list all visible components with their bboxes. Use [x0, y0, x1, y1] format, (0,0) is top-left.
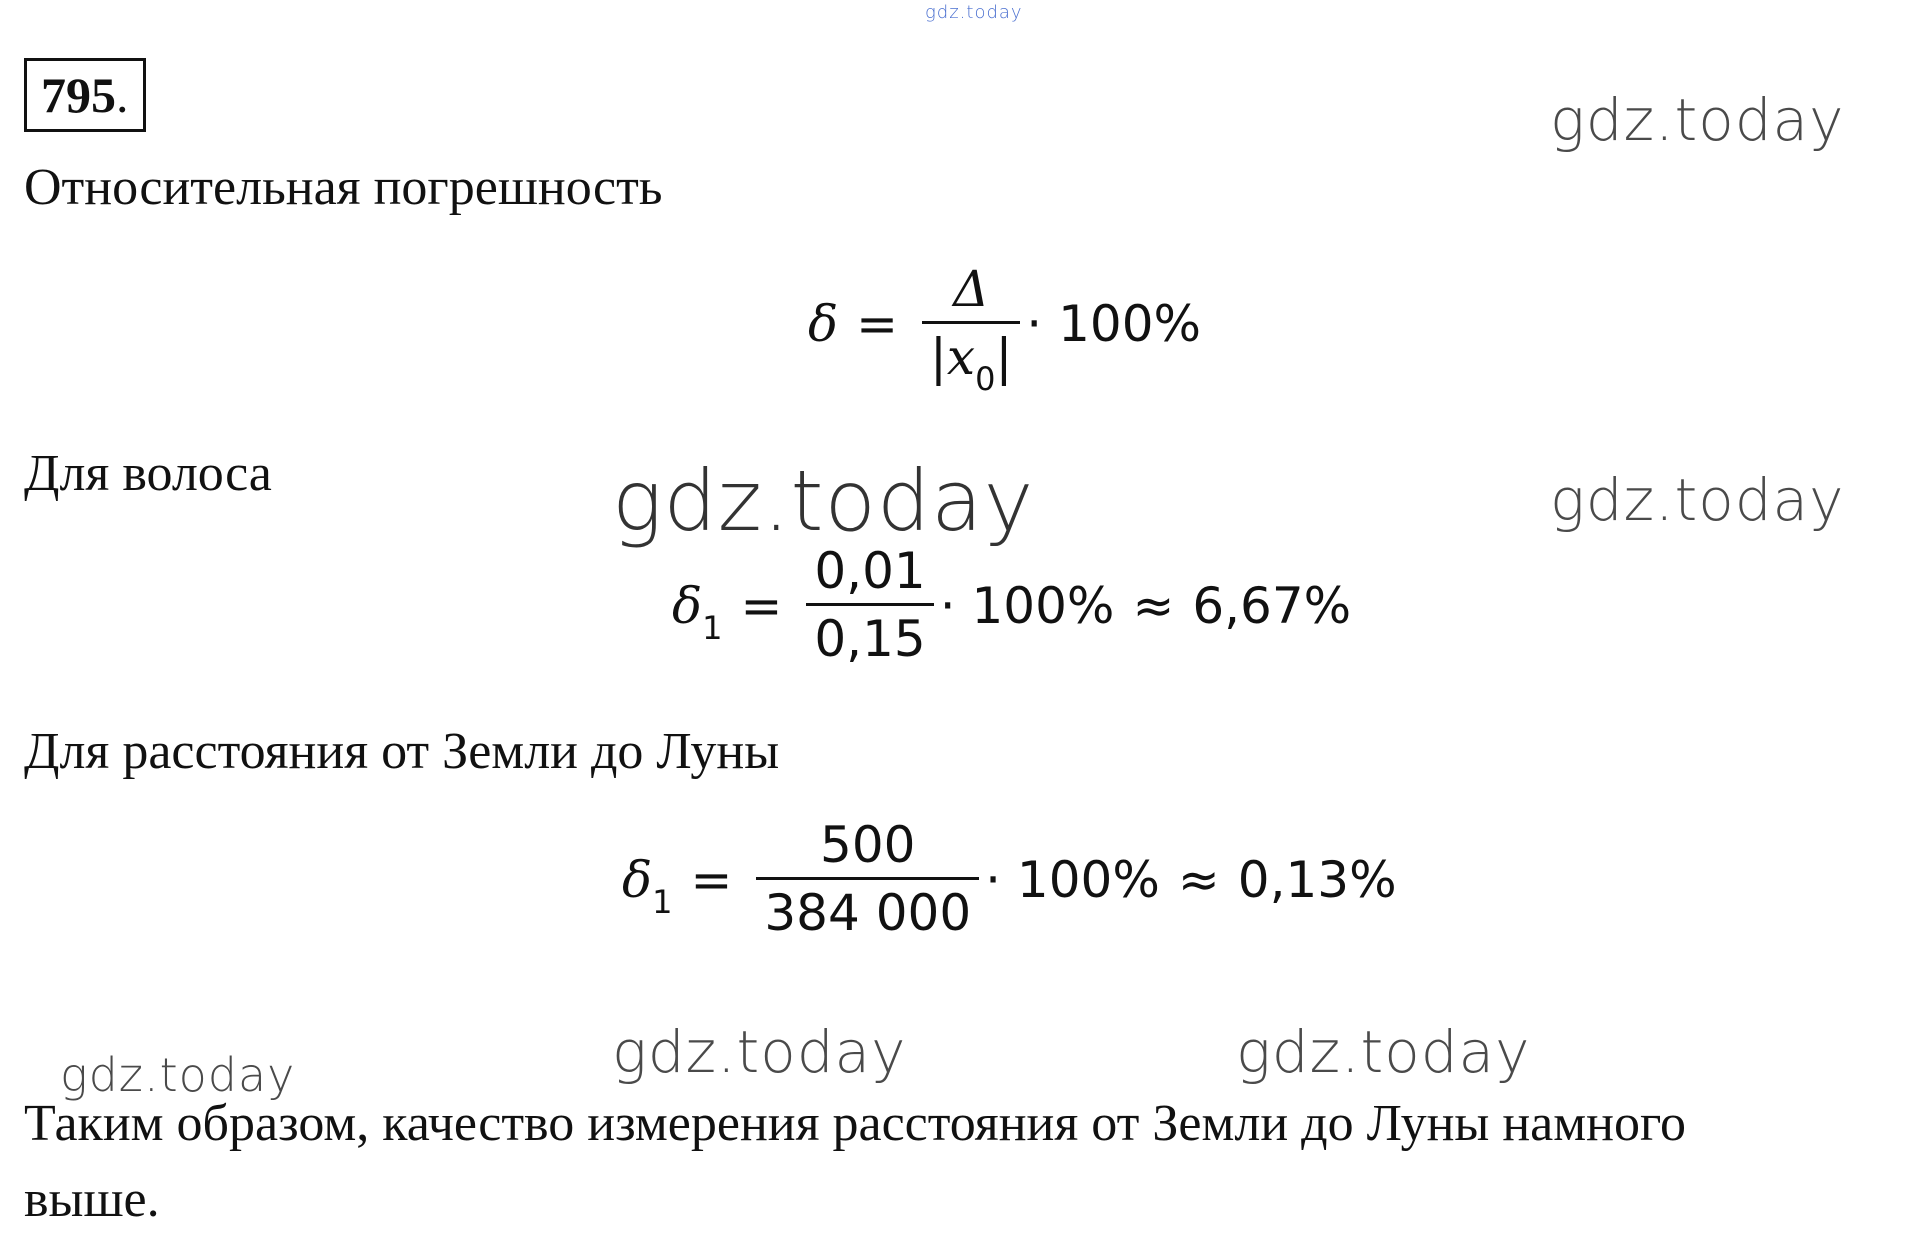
numerator-hair: 0,01 — [814, 542, 926, 600]
delta-symbol: δ — [808, 294, 839, 353]
formula-moon — [622, 818, 1397, 941]
formula-hair — [672, 544, 1351, 667]
problem-number-box — [24, 58, 146, 132]
watermark-bottom-center: gdz.today — [612, 1018, 907, 1086]
problem-number: 795 — [41, 67, 116, 123]
delta-symbol: δ — [672, 576, 703, 635]
fraction-general — [922, 260, 1020, 398]
denominator-abs-x0 — [922, 321, 1020, 398]
problem-number-dot: . — [116, 67, 129, 123]
abs-bar-right: | — [995, 328, 1013, 386]
intro-text: Относительная погрешность — [24, 159, 663, 216]
times-100-percent: · 100% — [939, 576, 1115, 635]
times-100-percent: · 100% — [985, 850, 1160, 909]
delta-symbol: δ — [622, 850, 653, 909]
delta-1-symbol — [672, 576, 723, 647]
approx-sign: ≈ — [1177, 850, 1220, 909]
equals-sign: = — [856, 294, 899, 353]
numerator-moon: 500 — [820, 816, 916, 874]
watermark-right-2: gdz.today — [1550, 466, 1845, 534]
conclusion-line-2: выше. — [24, 1171, 160, 1228]
watermark-bottom-right: gdz.today — [1236, 1018, 1531, 1086]
delta-subscript: 1 — [702, 608, 723, 647]
equals-sign: = — [740, 576, 783, 635]
abs-bar-left: | — [930, 328, 947, 386]
numerator-delta: Δ — [953, 260, 990, 318]
delta-subscript: 1 — [652, 882, 673, 921]
denominator-hair: 0,15 — [806, 603, 933, 667]
result-moon: 0,13% — [1237, 850, 1397, 909]
fraction-moon — [756, 818, 979, 941]
conclusion-line-1: Таким образом, качество измерения расстояния от Земли до Луны намного — [24, 1095, 1687, 1152]
delta-1-symbol — [622, 850, 673, 921]
result-hair: 6,67% — [1192, 576, 1352, 635]
watermark-top: gdz.today — [925, 2, 1023, 23]
watermark-center-big: gdz.today — [612, 452, 1035, 550]
x-subscript: 0 — [975, 360, 996, 398]
fraction-hair — [806, 544, 933, 667]
denominator-moon: 384 000 — [756, 877, 979, 941]
hair-label: Для волоса — [24, 445, 272, 502]
x-variable: x — [946, 328, 976, 386]
times-100-percent: · 100% — [1026, 294, 1202, 353]
equals-sign: = — [690, 850, 733, 909]
approx-sign: ≈ — [1132, 576, 1175, 635]
formula-general — [808, 260, 1202, 398]
watermark-right-1: gdz.today — [1550, 86, 1845, 154]
watermark-bottom-left: gdz.today — [60, 1048, 296, 1102]
moon-label: Для расстояния от Земли до Луны — [24, 723, 780, 780]
